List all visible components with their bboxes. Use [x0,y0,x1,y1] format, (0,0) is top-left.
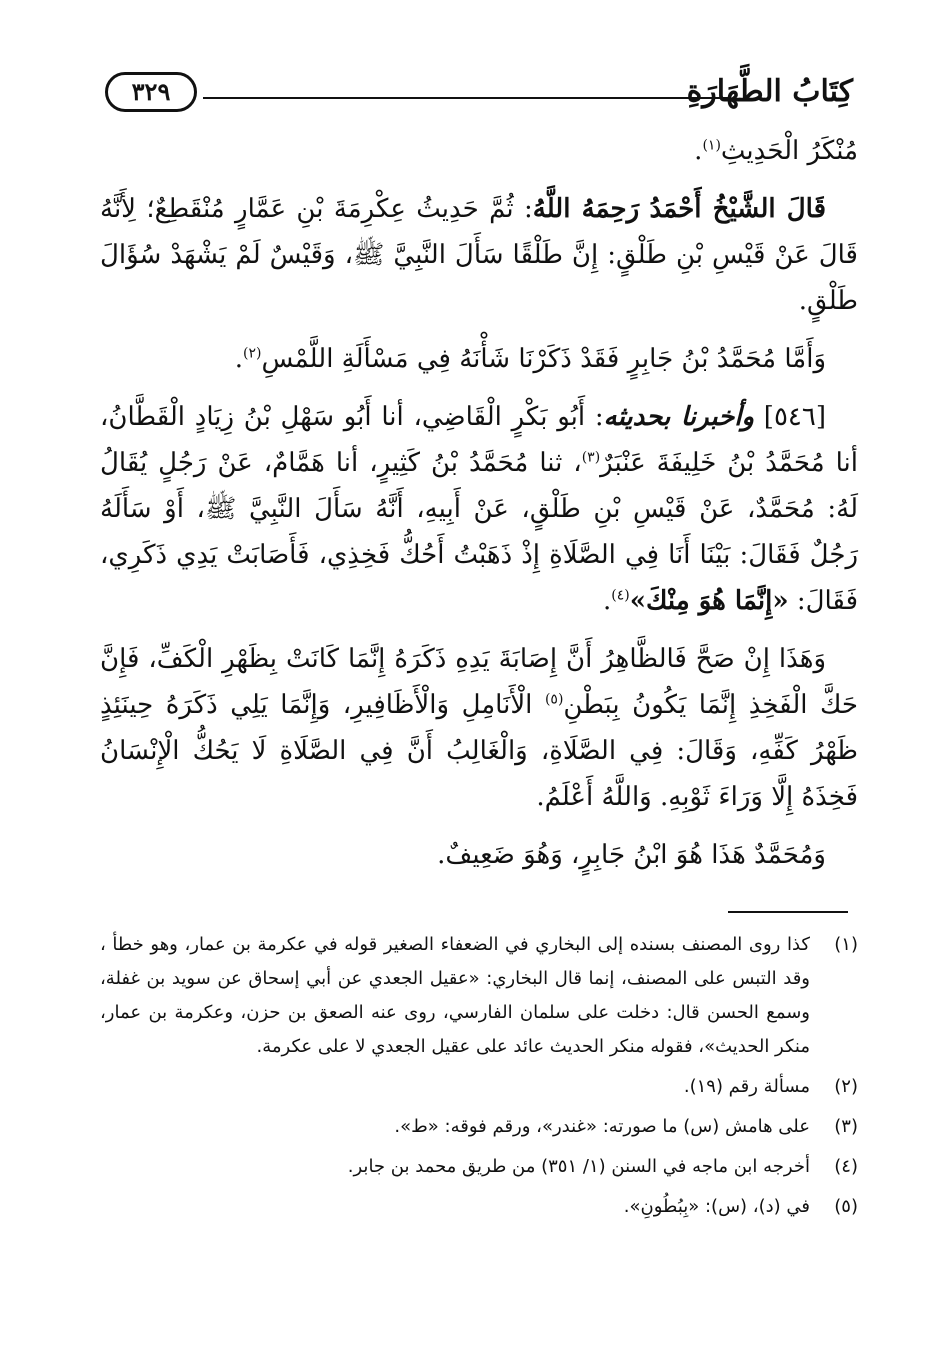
matn-text: ، ثنا مُحَمَّدُ بْنُ كَثِيرٍ، أنا هَمَّامٌ، عَنْ رَجُلٍ يُقَالُ لَهُ: مُحَمَّدٌ، عَنْ قَيْسِ بْنِ طَلْقٍ، عَنْ أَبِيهِ، أَنَّهُ سَأَلَ النَّبِيَّ ﷺ، أَوْ سَأَلَهُ رَجُلٌ فَقَالَ: بَيْنَا أَنَا فِي الصَّلَاةِ إِذْ ذَهَبْتُ أَحُكُّ فَخِذِي، فَأَصَابَتْ يَدِي ذَكَرِي، فَقَالَ: [100,448,858,616]
honorific: رَحِمَهُ اللَّهُ [532,194,640,224]
speaker-name: قَالَ الشَّيْخُ أَحْمَدُ [649,194,827,224]
isnad-text: : أَبُو بَكْرٍ الْقَاضِي، أنا أَبُو سَهْلِ بْنُ زِيَادٍ الْقَطَّانُ، أنا مُحَمَّدُ بْنُ خَلِيفَةَ عَنْبَرٌ [100,402,858,478]
footnote-ref-4: (٤) [611,587,630,604]
page-number: ٣٢٩ [105,72,197,112]
hadith-lead: وأخبرنا بحديثه [603,402,755,432]
footnote-3 [100,1110,858,1144]
hadith-number: [٥٤٦] [763,402,827,432]
footnote-ref-3: (٣) [581,449,601,466]
header-rule [203,97,731,99]
footnote-5 [100,1190,858,1224]
footnote-number: (٤) [834,1156,858,1177]
footnote-text: مسألة رقم (١٩). [683,1076,810,1097]
paragraph-text: : ثُمَّ حَدِيثُ عِكْرِمَةَ بْنِ عَمَّارٍ مُنْقَطِعٌ؛ لِأَنَّهُ قَالَ عَنْ قَيْسِ بْنِ طَلْقٍ: إِنَّ طَلْقًا سَأَلَ النَّبِيَّ ﷺ، وَقَيْسٌ لَمْ يَشْهَدْ سُؤَالَ طَلْقٍ. [100,194,858,316]
paragraph-shaykh-ahmad [100,186,858,324]
running-title: كِتَابُ الطَّهَارَةِ [686,74,853,109]
paragraph-text: وَأَمَّا مُحَمَّدُ بْنُ جَابِرٍ فَقَدْ ذَكَرْنَا شَأْنَهُ فِي مَسْأَلَةِ اللَّمْسِ [261,344,826,374]
footnote-ref-5: (٥) [544,691,564,708]
footnote-text: في (د)، (س): «بِبُطُونِ». [623,1196,810,1217]
footnote-4 [100,1150,858,1184]
footnote-text: أخرجه ابن ماجه في السنن (١/ ٣٥١) من طريق محمد بن جابر. [347,1156,810,1177]
footnote-number: (١) [834,934,858,955]
paragraph-end: . [603,586,612,616]
paragraph-text-cont: الْأَنَامِلِ وَالْأَظَافِيرِ، وَإِنَّمَا يَلِي ذَكَرَهُ حِينَئِذٍ ظَهْرُ كَفِّهِ، وَقَالَ: فِي الصَّلَاةِ، وَالْغَالِبُ أَنَّ فِي الصَّلَاةِ لَا يَحُكُّ الْإِنْسَانُ فَخِذَهُ إِلَّا وَرَاءَ ثَوْبِهِ. وَاللَّهُ أَعْلَمُ. [100,690,858,812]
paragraph-end: . [694,136,703,166]
paragraph-end: . [234,344,244,374]
footnote-ref-2: (٢) [243,345,262,362]
paragraph-text: مُنْكَرُ الْحَدِيثِ [720,136,858,166]
footnote-2 [100,1070,858,1104]
prophet-quote: «إِنَّمَا هُوَ مِنْكَ» [629,586,789,616]
page-header [105,70,853,122]
footnote-number: (٥) [834,1196,858,1217]
paragraph-commentary [100,636,858,820]
paragraph-conclusion [100,832,858,878]
footnote-1 [100,928,858,1064]
footnote-separator [728,911,848,913]
paragraph-hadith-546 [100,394,858,624]
footnote-number: (٣) [834,1116,858,1137]
footnote-ref-1: (١) [702,137,721,154]
paragraph-munkar [100,128,858,174]
footnote-number: (٢) [834,1076,858,1097]
paragraph-text: وَمُحَمَّدٌ هَذَا هُوَ ابْنُ جَابِرٍ، وَهُوَ ضَعِيفٌ. [437,840,826,870]
paragraph-text: وَهَذَا إِنْ صَحَّ فَالظَّاهِرُ أَنَّ إِصَابَةَ يَدِهِ ذَكَرَهُ إِنَّمَا كَانَتْ بِظَهْرِ الْكَفِّ، فَإِنَّ حَكَّ الْفَخِذِ إِنَّمَا يَكُونُ بِبَطْنِ [100,644,858,720]
main-text [100,128,858,890]
paragraph-muhammad-jabir [100,336,858,382]
footnote-text: على هامش (س) ما صورته: «غندر»، ورقم فوقه: «ط». [394,1116,810,1137]
footnote-text: كذا روى المصنف بسنده إلى البخاري في الضعفاء الصغير قوله في عكرمة بن عمار، وهو خطأ ، وقد التبس على المصنف، إنما قال البخاري: «عقيل الجعدي عن أبي إسحاق عن سويد بن غفلة، وسمع الحسن قال: دخلت على سلمان الفارسي، روى عنه الصعق بن حزن، وعكرمة بن عمار، منكر الحديث»، فقوله منكر الحديث عائد على عقيل الجعدي لا على عكرمة. [100,934,810,1057]
footnotes [100,928,858,1230]
